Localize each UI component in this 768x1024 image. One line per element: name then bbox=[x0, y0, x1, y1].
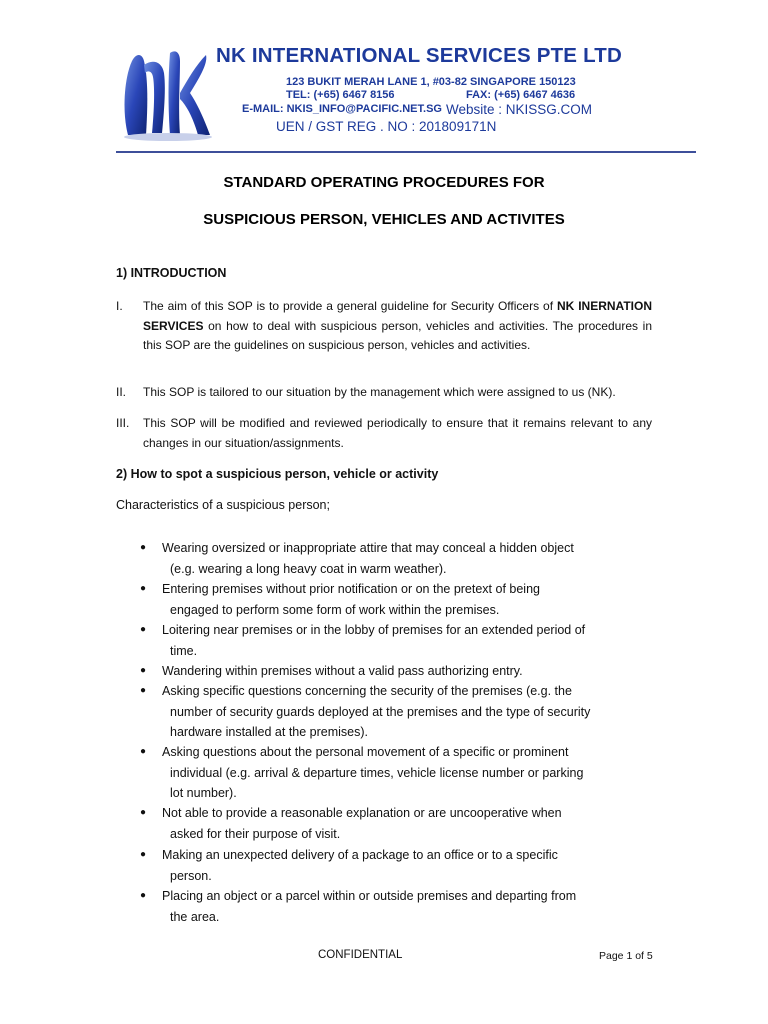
bullet-icon: ● bbox=[140, 583, 147, 594]
bullet-icon: ● bbox=[140, 665, 147, 676]
email: E-MAIL: NKIS_INFO@PACIFIC.NET.SG bbox=[242, 103, 442, 115]
characteristics-lead: Characteristics of a suspicious person; bbox=[116, 498, 330, 512]
list-item-text: Not able to provide a reasonable explanation or are uncooperative when asked for their purpose of visit. bbox=[162, 806, 562, 841]
contact-phone-row bbox=[286, 89, 576, 101]
bullet-icon: ● bbox=[140, 807, 147, 818]
item-text: This SOP will be modified and reviewed periodically to ensure that it remains relevant to any changes in our situation/assignments. bbox=[143, 416, 652, 450]
list-item-text: Asking specific questions concerning the security of the premises (e.g. the number of security guards deployed at the premises and the type of security hardware installed at the premises). bbox=[162, 684, 591, 739]
item-text: The aim of this SOP is to provide a general guideline for Security Officers of NK INERNATION SERVICES on how to deal with suspicious person, vehicles and activities. The procedures in this SOP are the guidelines on suspicious person, vehicles and activities. bbox=[143, 299, 652, 352]
letterhead-divider bbox=[116, 151, 696, 153]
document-title-line-2: SUSPICIOUS PERSON, VEHICLES AND ACTIVITES bbox=[203, 211, 565, 228]
bullet-icon: ● bbox=[140, 890, 147, 901]
company-logo bbox=[118, 43, 212, 143]
list-item-text: Wandering within premises without a valid pass authorizing entry. bbox=[162, 664, 523, 678]
bullet-icon: ● bbox=[140, 849, 147, 860]
item-number: III. bbox=[116, 416, 130, 430]
footer-confidential: CONFIDENTIAL bbox=[318, 949, 403, 961]
section-heading-introduction: 1) INTRODUCTION bbox=[116, 266, 227, 280]
company-address: 123 BUKIT MERAH LANE 1, #03-82 SINGAPORE 150123 bbox=[286, 76, 576, 88]
item-text: This SOP is tailored to our situation by the management which were assigned to us (NK). bbox=[143, 385, 616, 399]
section-heading-spotting: 2) How to spot a suspicious person, vehicle or activity bbox=[116, 467, 439, 481]
telephone: TEL: (+65) 6467 8156 bbox=[286, 89, 395, 101]
list-item-text: Making an unexpected delivery of a package to an office or to a specific person. bbox=[162, 848, 558, 883]
website: Website : NKISSG.COM bbox=[446, 102, 593, 117]
list-item-text: Wearing oversized or inappropriate attire that may conceal a hidden object (e.g. wearing a long heavy coat in warm weather). bbox=[162, 541, 574, 576]
bullet-icon: ● bbox=[140, 746, 147, 757]
list-item-text: Placing an object or a parcel within or outside premises and departing from the area. bbox=[162, 889, 577, 924]
list-item-text: Loitering near premises or in the lobby of premises for an extended period of time. bbox=[162, 623, 586, 658]
uen-number: UEN / GST REG . NO : 201809171N bbox=[276, 119, 497, 134]
bullet-icon: ● bbox=[140, 685, 147, 696]
contact-email-row bbox=[242, 102, 593, 117]
item-number: II. bbox=[116, 385, 127, 399]
company-reference: NK INERNATION SERVICES bbox=[143, 299, 652, 333]
footer-page-number: Page 1 of 5 bbox=[599, 950, 653, 962]
company-name: NK INTERNATIONAL SERVICES PTE LTD bbox=[216, 44, 622, 67]
list-item-text: Asking questions about the personal movement of a specific or prominent individual (e.g. arrival & departure times, vehicle license number or parking lot number). bbox=[162, 745, 584, 800]
bullet-icon: ● bbox=[140, 542, 147, 553]
list-item-text: Entering premises without prior notification or on the pretext of being engaged to perform some form of work within the premises. bbox=[162, 582, 540, 617]
item-number: I. bbox=[116, 299, 123, 313]
fax: FAX: (+65) 6467 4636 bbox=[466, 89, 576, 101]
document-title-line-1: STANDARD OPERATING PROCEDURES FOR bbox=[223, 174, 545, 191]
bullet-icon: ● bbox=[140, 624, 147, 635]
